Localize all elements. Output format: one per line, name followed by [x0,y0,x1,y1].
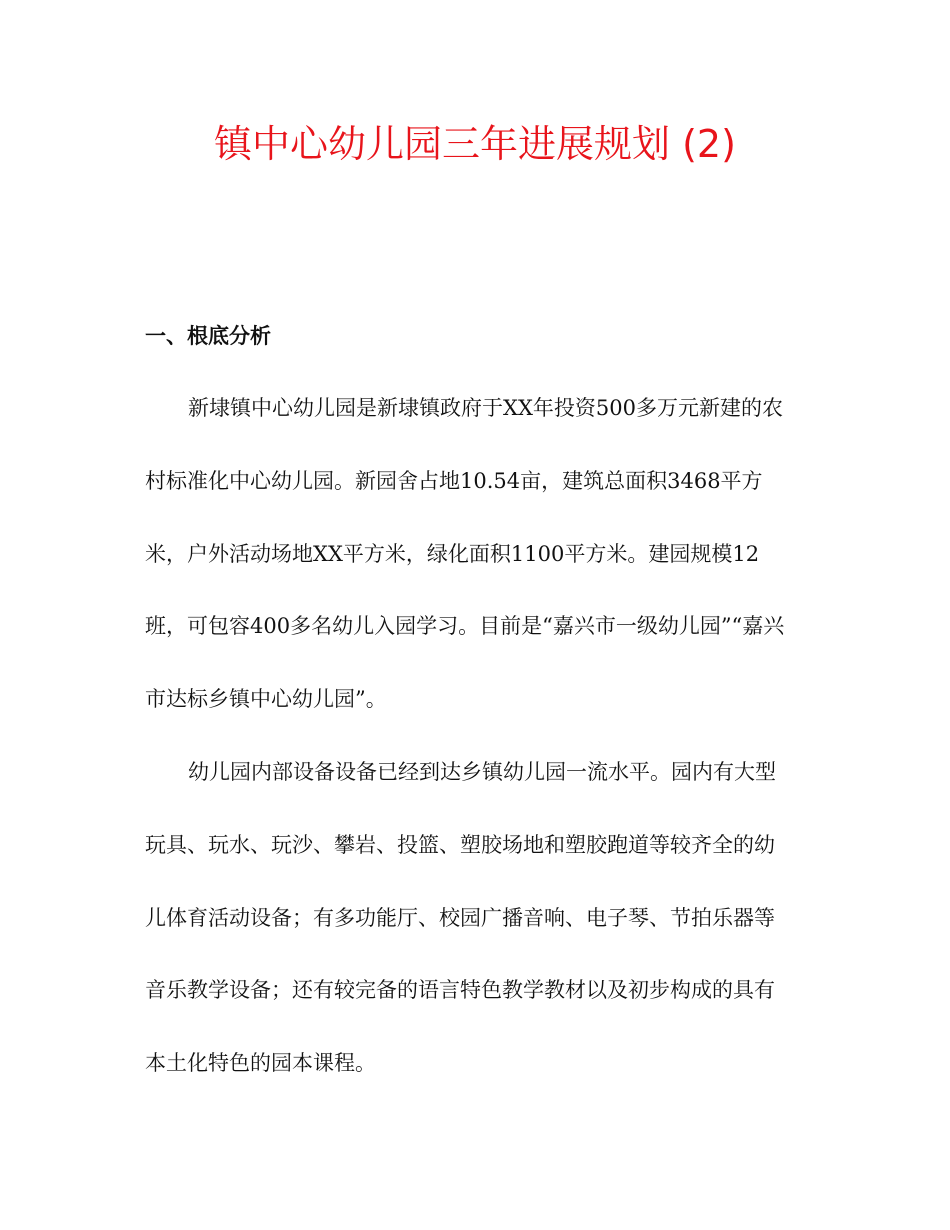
paragraph-line: 市达标乡镇中心幼儿园”。 [145,687,387,712]
paragraph-line: 音乐教学设备；还有较完备的语言特色教学教材以及初步构成的具有 [145,978,775,1003]
paragraph-line: 儿体育活动设备；有多功能厅、校园广播音响、电子琴、节拍乐器等 [145,905,775,930]
paragraph-overview [145,390,815,754]
paragraph-line: 班，可包容400多名幼儿入园学习。目前是“嘉兴市一级幼儿园”“嘉兴 [145,614,785,639]
section-heading: 一、根底分析 [145,323,271,348]
document-title: 镇中心幼儿园三年进展规划 (2) [214,122,736,166]
paragraph-facilities [145,754,815,1118]
paragraph-line: 新埭镇中心幼儿园是新埭镇政府于XX年投资500多万元新建的农 [188,396,783,420]
paragraph-line: 玩具、玩水、玩沙、攀岩、投篮、塑胶场地和塑胶跑道等较齐全的幼 [145,832,775,857]
paragraph-line: 本土化特色的园本课程。 [145,1051,376,1076]
paragraph-line: 村标准化中心幼儿园。新园舍占地10.54亩，建筑总面积3468平方 [145,468,763,493]
paragraph-line: 米，户外活动场地XX平方米，绿化面积1100平方米。建园规模12 [145,541,760,566]
paragraph-line: 幼儿园内部设备设备已经到达乡镇幼儿园一流水平。园内有大型 [188,760,776,784]
